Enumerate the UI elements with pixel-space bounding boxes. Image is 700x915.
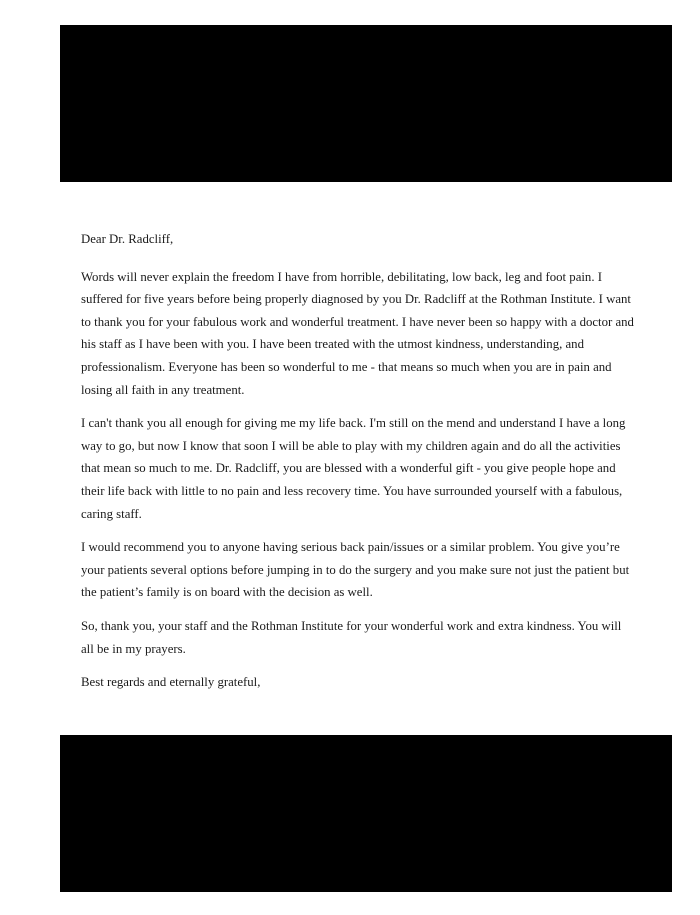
letter-paragraph-4: So, thank you, your staff and the Rothman Institute for your wonderful work and extra kindness. You will all be in my prayers. bbox=[81, 618, 622, 656]
letter-paragraph-2: I can't thank you all enough for giving me my life back. I'm still on the mend and understand I have a long way to go, but now I know that soon I will be able to play with my children again and do all the activities that mean so much to me. Dr. Radcliff, you are blessed with a wonderful gift - you give people hope and their life back with little to no pain and less recovery time. You have surrounded yourself with a fabulous, caring staff. bbox=[81, 416, 626, 521]
letter-salutation: Dear Dr. Radcliff, bbox=[81, 232, 174, 246]
redacted-header-block bbox=[60, 25, 672, 182]
letter-paragraph-3: I would recommend you to anyone having serious back pain/issues or a similar problem. You give you’re your patients several options before jumping in to do the surgery and you make sure not just the patient but the patient’s family is on board with the decision as well. bbox=[81, 540, 630, 600]
redacted-signature-block bbox=[60, 735, 672, 892]
letter-closing: Best regards and eternally grateful, bbox=[81, 675, 261, 690]
letter-body bbox=[81, 228, 637, 705]
letter-paragraph-1: Words will never explain the freedom I have from horrible, debilitating, low back, leg and foot pain. I suffered for five years before being properly diagnosed by you Dr. Radcliff at the Rothman Institute. I want to thank you for your fabulous work and wonderful treatment. I have never been so happy with a doctor and his staff as I have been with you. I have been treated with the utmost kindness, understanding, and professionalism. Everyone has been so wonderful to me - that means so much when you are in pain and losing all faith in any treatment. bbox=[81, 269, 634, 397]
